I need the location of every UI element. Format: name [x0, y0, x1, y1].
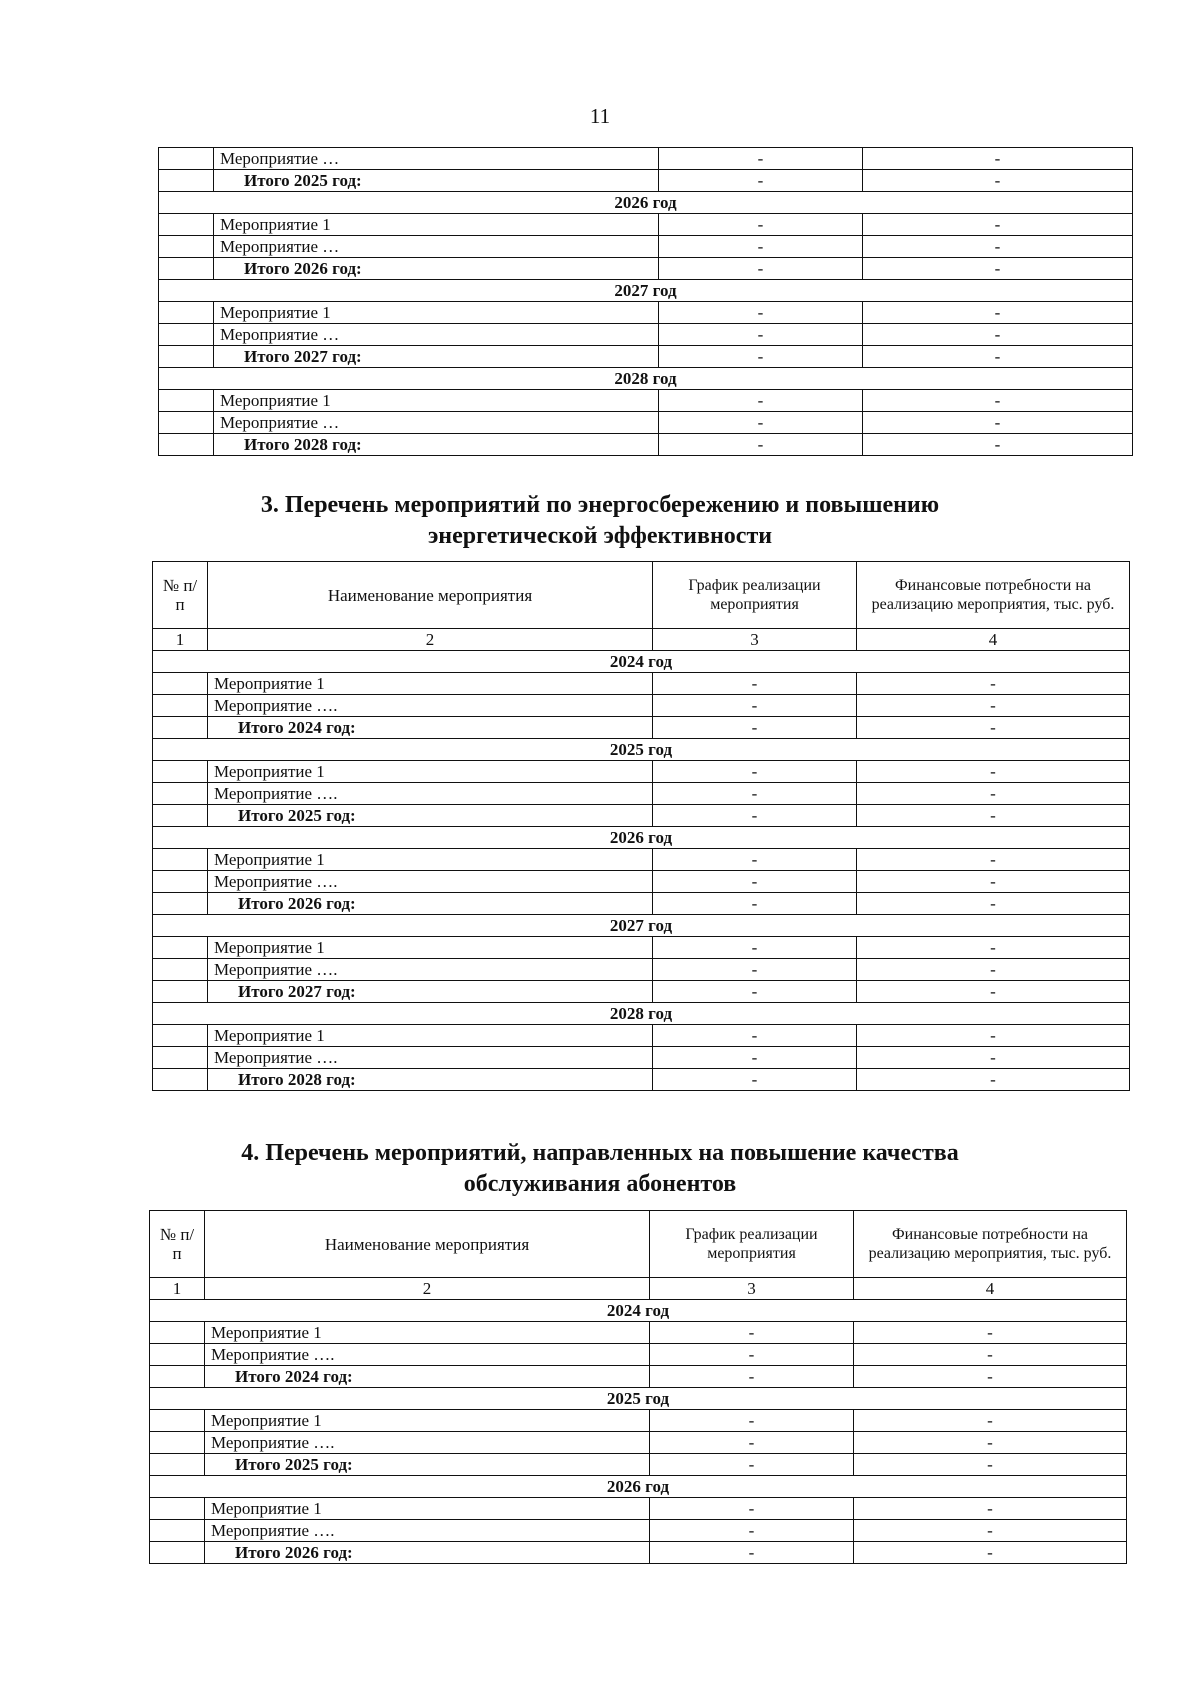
total-label: Итого 2024 год: — [205, 1366, 650, 1388]
row-number-cell — [159, 302, 214, 324]
finance-cell: - — [854, 1498, 1127, 1520]
measure-name: Мероприятие …. — [205, 1344, 650, 1366]
total-row — [153, 717, 1130, 739]
column-numbers-row — [153, 629, 1130, 651]
header-row — [150, 1211, 1127, 1278]
measure-name: Мероприятие 1 — [208, 1025, 653, 1047]
section-4-title-line1: 4. Перечень мероприятий, направленных на повышение качества — [241, 1140, 959, 1166]
schedule-cell: - — [650, 1432, 854, 1454]
finance-cell: - — [863, 302, 1133, 324]
total-row — [153, 1069, 1130, 1091]
year-row — [159, 192, 1133, 214]
continued-measures-table — [158, 147, 1133, 456]
total-row — [150, 1366, 1127, 1388]
schedule-cell: - — [653, 1069, 857, 1091]
schedule-cell: - — [653, 761, 857, 783]
finance-cell: - — [863, 170, 1133, 192]
row-number-cell — [159, 236, 214, 258]
table-row — [153, 673, 1130, 695]
year-row — [153, 1003, 1130, 1025]
row-number-cell — [150, 1432, 205, 1454]
year-row — [153, 739, 1130, 761]
table-row — [153, 1047, 1130, 1069]
row-number-cell — [159, 258, 214, 280]
schedule-cell: - — [659, 346, 863, 368]
table-row — [159, 148, 1133, 170]
year-row — [159, 280, 1133, 302]
schedule-cell: - — [650, 1520, 854, 1542]
row-number-cell — [153, 673, 208, 695]
total-row — [153, 981, 1130, 1003]
finance-cell: - — [863, 390, 1133, 412]
total-label: Итого 2025 год: — [208, 805, 653, 827]
finance-cell: - — [854, 1410, 1127, 1432]
table-row — [150, 1410, 1127, 1432]
schedule-cell: - — [659, 214, 863, 236]
header-row — [153, 562, 1130, 629]
year-label: 2028 год — [159, 368, 1133, 390]
finance-cell: - — [857, 871, 1130, 893]
year-row — [150, 1476, 1127, 1498]
finance-cell: - — [863, 412, 1133, 434]
finance-cell: - — [854, 1454, 1127, 1476]
energy-saving-measures-table — [152, 561, 1130, 1091]
header-measure-name: Наименование мероприятия — [208, 562, 653, 629]
page-number: 11 — [589, 104, 611, 128]
column-number-3: 3 — [653, 629, 857, 651]
total-row — [153, 893, 1130, 915]
year-label: 2027 год — [153, 915, 1130, 937]
table-row — [153, 871, 1130, 893]
measure-name: Мероприятие …. — [208, 695, 653, 717]
finance-cell: - — [863, 258, 1133, 280]
table-row — [159, 412, 1133, 434]
table-row — [153, 783, 1130, 805]
measure-name: Мероприятие 1 — [214, 214, 659, 236]
total-row — [159, 346, 1133, 368]
year-label: 2028 год — [153, 1003, 1130, 1025]
measure-name: Мероприятие 1 — [214, 302, 659, 324]
row-number-cell — [150, 1498, 205, 1520]
row-number-cell — [159, 148, 214, 170]
row-number-cell — [159, 324, 214, 346]
schedule-cell: - — [659, 434, 863, 456]
table-row — [159, 390, 1133, 412]
total-row — [159, 170, 1133, 192]
header-schedule: График реализации мероприятия — [653, 562, 857, 629]
schedule-cell: - — [653, 717, 857, 739]
section-4-title — [0, 1138, 1200, 1200]
year-label: 2026 год — [159, 192, 1133, 214]
total-row — [150, 1454, 1127, 1476]
section-4-title-line2: обслуживания абонентов — [463, 1171, 737, 1197]
schedule-cell: - — [659, 390, 863, 412]
total-label: Итого 2026 год: — [205, 1542, 650, 1564]
finance-cell: - — [857, 673, 1130, 695]
row-number-cell — [150, 1344, 205, 1366]
column-number-3: 3 — [650, 1278, 854, 1300]
schedule-cell: - — [653, 959, 857, 981]
schedule-cell: - — [650, 1410, 854, 1432]
measure-name: Мероприятие 1 — [208, 673, 653, 695]
total-label: Итого 2025 год: — [205, 1454, 650, 1476]
finance-cell: - — [857, 959, 1130, 981]
year-label: 2024 год — [150, 1300, 1127, 1322]
measure-name: Мероприятие 1 — [205, 1498, 650, 1520]
measure-name: Мероприятие 1 — [208, 849, 653, 871]
finance-cell: - — [863, 236, 1133, 258]
measure-name: Мероприятие … — [214, 236, 659, 258]
column-number-2: 2 — [208, 629, 653, 651]
row-number-cell — [159, 170, 214, 192]
column-number-4: 4 — [857, 629, 1130, 651]
finance-cell: - — [863, 214, 1133, 236]
row-number-cell — [153, 783, 208, 805]
section-3-title-line2: энергетической эффективности — [427, 523, 773, 549]
row-number-cell — [153, 937, 208, 959]
row-number-cell — [159, 214, 214, 236]
row-number-cell — [159, 346, 214, 368]
total-label: Итого 2028 год: — [208, 1069, 653, 1091]
table-row — [153, 695, 1130, 717]
year-label: 2027 год — [159, 280, 1133, 302]
row-number-cell — [153, 717, 208, 739]
schedule-cell: - — [653, 871, 857, 893]
finance-cell: - — [857, 981, 1130, 1003]
schedule-cell: - — [653, 805, 857, 827]
finance-cell: - — [854, 1542, 1127, 1564]
measure-name: Мероприятие …. — [208, 871, 653, 893]
finance-cell: - — [857, 893, 1130, 915]
table-row — [159, 302, 1133, 324]
finance-cell: - — [854, 1322, 1127, 1344]
total-label: Итого 2025 год: — [214, 170, 659, 192]
measure-name: Мероприятие 1 — [208, 761, 653, 783]
table-row — [153, 959, 1130, 981]
measure-name: Мероприятие … — [214, 412, 659, 434]
schedule-cell: - — [659, 258, 863, 280]
row-number-cell — [159, 390, 214, 412]
finance-cell: - — [863, 434, 1133, 456]
schedule-cell: - — [659, 412, 863, 434]
schedule-cell: - — [653, 937, 857, 959]
header-number: № п/п — [150, 1211, 205, 1278]
total-label: Итого 2026 год: — [208, 893, 653, 915]
schedule-cell: - — [653, 893, 857, 915]
section-3-title-line1: 3. Перечень мероприятий по энергосбережению и повышению — [260, 492, 940, 518]
total-label: Итого 2028 год: — [214, 434, 659, 456]
table-row — [159, 324, 1133, 346]
row-number-cell — [153, 1069, 208, 1091]
measure-name: Мероприятие …. — [205, 1520, 650, 1542]
year-row — [153, 827, 1130, 849]
total-label: Итого 2027 год: — [214, 346, 659, 368]
measure-name: Мероприятие … — [214, 148, 659, 170]
total-label: Итого 2024 год: — [208, 717, 653, 739]
year-label: 2026 год — [150, 1476, 1127, 1498]
schedule-cell: - — [659, 236, 863, 258]
measure-name: Мероприятие 1 — [205, 1410, 650, 1432]
row-number-cell — [153, 761, 208, 783]
finance-cell: - — [857, 849, 1130, 871]
schedule-cell: - — [653, 695, 857, 717]
schedule-cell: - — [650, 1498, 854, 1520]
service-quality-measures-table — [149, 1210, 1127, 1564]
schedule-cell: - — [653, 673, 857, 695]
finance-cell: - — [857, 937, 1130, 959]
table-row — [159, 214, 1133, 236]
table-row — [153, 1025, 1130, 1047]
row-number-cell — [150, 1366, 205, 1388]
table-row — [153, 937, 1130, 959]
total-row — [153, 805, 1130, 827]
year-row — [150, 1300, 1127, 1322]
header-schedule: График реализации мероприятия — [650, 1211, 854, 1278]
row-number-cell — [153, 893, 208, 915]
schedule-cell: - — [653, 849, 857, 871]
finance-cell: - — [854, 1432, 1127, 1454]
row-number-cell — [150, 1520, 205, 1542]
schedule-cell: - — [650, 1542, 854, 1564]
schedule-cell: - — [650, 1366, 854, 1388]
table-row — [159, 236, 1133, 258]
schedule-cell: - — [653, 1047, 857, 1069]
finance-cell: - — [857, 1025, 1130, 1047]
row-number-cell — [150, 1322, 205, 1344]
finance-cell: - — [854, 1366, 1127, 1388]
measure-name: Мероприятие …. — [208, 783, 653, 805]
header-finance: Финансовые потребности на реализацию мероприятия, тыс. руб. — [854, 1211, 1127, 1278]
measure-name: Мероприятие …. — [208, 959, 653, 981]
row-number-cell — [153, 849, 208, 871]
measure-name: Мероприятие … — [214, 324, 659, 346]
finance-cell: - — [863, 148, 1133, 170]
schedule-cell: - — [653, 1025, 857, 1047]
total-row — [159, 258, 1133, 280]
measure-name: Мероприятие …. — [208, 1047, 653, 1069]
column-number-2: 2 — [205, 1278, 650, 1300]
table-row — [150, 1344, 1127, 1366]
row-number-cell — [150, 1410, 205, 1432]
table-row — [153, 761, 1130, 783]
finance-cell: - — [863, 324, 1133, 346]
table-row — [153, 849, 1130, 871]
row-number-cell — [150, 1454, 205, 1476]
table-row — [150, 1498, 1127, 1520]
total-row — [159, 434, 1133, 456]
header-number: № п/п — [153, 562, 208, 629]
measure-name: Мероприятие …. — [205, 1432, 650, 1454]
measure-name: Мероприятие 1 — [205, 1322, 650, 1344]
schedule-cell: - — [653, 783, 857, 805]
total-label: Итого 2027 год: — [208, 981, 653, 1003]
schedule-cell: - — [659, 302, 863, 324]
row-number-cell — [153, 871, 208, 893]
row-number-cell — [153, 1047, 208, 1069]
finance-cell: - — [857, 783, 1130, 805]
year-label: 2025 год — [153, 739, 1130, 761]
finance-cell: - — [854, 1520, 1127, 1542]
finance-cell: - — [854, 1344, 1127, 1366]
finance-cell: - — [857, 695, 1130, 717]
schedule-cell: - — [650, 1454, 854, 1476]
column-numbers-row — [150, 1278, 1127, 1300]
total-label: Итого 2026 год: — [214, 258, 659, 280]
row-number-cell — [159, 434, 214, 456]
row-number-cell — [159, 412, 214, 434]
row-number-cell — [153, 981, 208, 1003]
schedule-cell: - — [659, 148, 863, 170]
year-row — [153, 651, 1130, 673]
row-number-cell — [153, 805, 208, 827]
table-row — [150, 1520, 1127, 1542]
row-number-cell — [153, 1025, 208, 1047]
row-number-cell — [150, 1542, 205, 1564]
column-number-1: 1 — [150, 1278, 205, 1300]
schedule-cell: - — [650, 1344, 854, 1366]
finance-cell: - — [863, 346, 1133, 368]
finance-cell: - — [857, 1069, 1130, 1091]
header-measure-name: Наименование мероприятия — [205, 1211, 650, 1278]
column-number-1: 1 — [153, 629, 208, 651]
year-row — [153, 915, 1130, 937]
column-number-4: 4 — [854, 1278, 1127, 1300]
row-number-cell — [153, 959, 208, 981]
year-row — [159, 368, 1133, 390]
table-row — [150, 1432, 1127, 1454]
measure-name: Мероприятие 1 — [214, 390, 659, 412]
schedule-cell: - — [650, 1322, 854, 1344]
schedule-cell: - — [653, 981, 857, 1003]
year-label: 2024 год — [153, 651, 1130, 673]
header-finance: Финансовые потребности на реализацию мероприятия, тыс. руб. — [857, 562, 1130, 629]
finance-cell: - — [857, 717, 1130, 739]
total-row — [150, 1542, 1127, 1564]
schedule-cell: - — [659, 324, 863, 346]
measure-name: Мероприятие 1 — [208, 937, 653, 959]
finance-cell: - — [857, 805, 1130, 827]
finance-cell: - — [857, 1047, 1130, 1069]
year-label: 2025 год — [150, 1388, 1127, 1410]
year-row — [150, 1388, 1127, 1410]
table-row — [150, 1322, 1127, 1344]
finance-cell: - — [857, 761, 1130, 783]
section-3-title — [0, 490, 1200, 552]
row-number-cell — [153, 695, 208, 717]
year-label: 2026 год — [153, 827, 1130, 849]
schedule-cell: - — [659, 170, 863, 192]
